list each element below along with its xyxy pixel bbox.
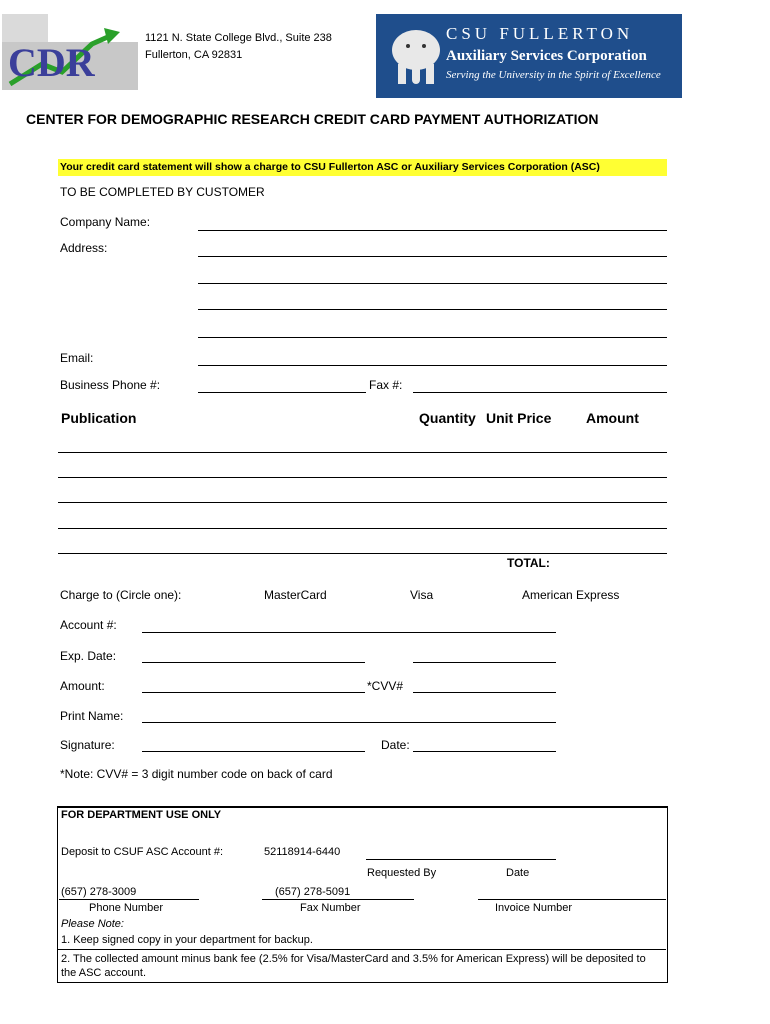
phone-label: Business Phone #: <box>60 378 161 392</box>
please-note: Please Note: <box>61 918 124 930</box>
col-unit-price: Unit Price <box>486 410 552 426</box>
cdr-logo <box>2 14 138 90</box>
page-title: CENTER FOR DEMOGRAPHIC RESEARCH CREDIT CARD PAYMENT AUTHORIZATION <box>26 111 599 127</box>
notice-text: Your credit card statement will show a charge to CSU Fullerton ASC or Auxiliary Services Corporation (ASC) <box>60 161 600 173</box>
cvv-field[interactable] <box>413 676 556 693</box>
dept-date-label: Date <box>506 867 530 879</box>
exp-date-label: Exp. Date: <box>60 649 117 663</box>
dept-phone-value: (657) 278-3009 <box>61 886 137 898</box>
print-name-label: Print Name: <box>60 709 124 723</box>
elephant-icon <box>386 24 446 88</box>
option-visa[interactable]: Visa <box>410 588 434 602</box>
address-field-2[interactable] <box>198 267 667 284</box>
total-label: TOTAL: <box>507 556 550 570</box>
address-field-3[interactable] <box>198 293 667 310</box>
fax-field[interactable] <box>413 376 667 393</box>
deposit-label: Deposit to CSUF ASC Account #: <box>61 846 224 858</box>
charge-label: Charge to (Circle one): <box>60 588 182 602</box>
customer-heading: TO BE COMPLETED BY CUSTOMER <box>60 185 265 199</box>
dept-note-1: 1. Keep signed copy in your department for backup. <box>61 934 313 946</box>
svg-text:CDR: CDR <box>8 40 95 85</box>
department-heading: FOR DEPARTMENT USE ONLY <box>61 809 222 821</box>
order-row-5[interactable] <box>58 553 667 554</box>
phone-number-label: Phone Number <box>89 902 163 914</box>
fax-label: Fax #: <box>369 378 403 392</box>
deposit-account-number: 52118914-6440 <box>264 846 341 858</box>
order-row-4[interactable] <box>58 528 667 529</box>
exp-month-field[interactable] <box>142 646 365 663</box>
email-label: Email: <box>60 351 94 365</box>
address-label: Address: <box>60 241 108 255</box>
account-label: Account #: <box>60 618 117 632</box>
cvv-label: *CVV# <box>367 679 404 693</box>
amount-field[interactable] <box>142 676 365 693</box>
amount-label: Amount: <box>60 679 105 693</box>
option-mastercard[interactable]: MasterCard <box>264 588 327 602</box>
invoice-number-label: Invoice Number <box>495 902 573 914</box>
address-field-4[interactable] <box>198 321 667 338</box>
invoice-underline[interactable] <box>478 899 666 900</box>
asc-logo-line1: CSU FULLERTON <box>446 24 634 43</box>
dept-note-2: 2. The collected amount minus bank fee (2.5% for Visa/MasterCard and 3.5% for American Express) will be deposited to the ASC account. <box>61 953 646 979</box>
signature-label: Signature: <box>60 738 115 752</box>
company-field[interactable] <box>198 214 667 231</box>
notice-banner <box>58 159 667 176</box>
address-line-2: Fullerton, CA 92831 <box>145 49 243 61</box>
date-field[interactable] <box>413 735 556 752</box>
asc-logo-line2: Auxiliary Services Corporation <box>446 48 647 64</box>
dept-fax-value: (657) 278-5091 <box>275 886 351 898</box>
exp-year-field[interactable] <box>413 646 556 663</box>
address-field-1[interactable] <box>198 240 667 257</box>
option-amex[interactable]: American Express <box>522 588 620 602</box>
date-label: Date: <box>381 738 410 752</box>
signature-field[interactable] <box>142 735 365 752</box>
requested-by-field[interactable] <box>366 843 556 860</box>
company-label: Company Name: <box>60 215 151 229</box>
requested-by-label: Requested By <box>367 867 437 879</box>
business-phone-field[interactable] <box>198 376 366 393</box>
order-row-1[interactable] <box>58 452 667 453</box>
asc-logo <box>376 14 682 98</box>
col-amount: Amount <box>586 410 639 426</box>
order-row-3[interactable] <box>58 502 667 503</box>
print-name-field[interactable] <box>142 706 556 723</box>
col-quantity: Quantity <box>419 410 476 426</box>
asc-logo-line3: Serving the University in the Spirit of Excellence <box>446 69 661 81</box>
cvv-note: *Note: CVV# = 3 digit number code on back of card <box>60 767 333 781</box>
address-line-1: 1121 N. State College Blvd., Suite 238 <box>145 32 332 44</box>
note-divider <box>58 949 666 950</box>
email-field[interactable] <box>198 349 667 366</box>
fax-underline <box>262 899 414 900</box>
order-row-2[interactable] <box>58 477 667 478</box>
fax-number-label: Fax Number <box>300 902 361 914</box>
col-publication: Publication <box>61 410 137 426</box>
account-number-field[interactable] <box>142 616 556 633</box>
phone-underline <box>59 899 199 900</box>
